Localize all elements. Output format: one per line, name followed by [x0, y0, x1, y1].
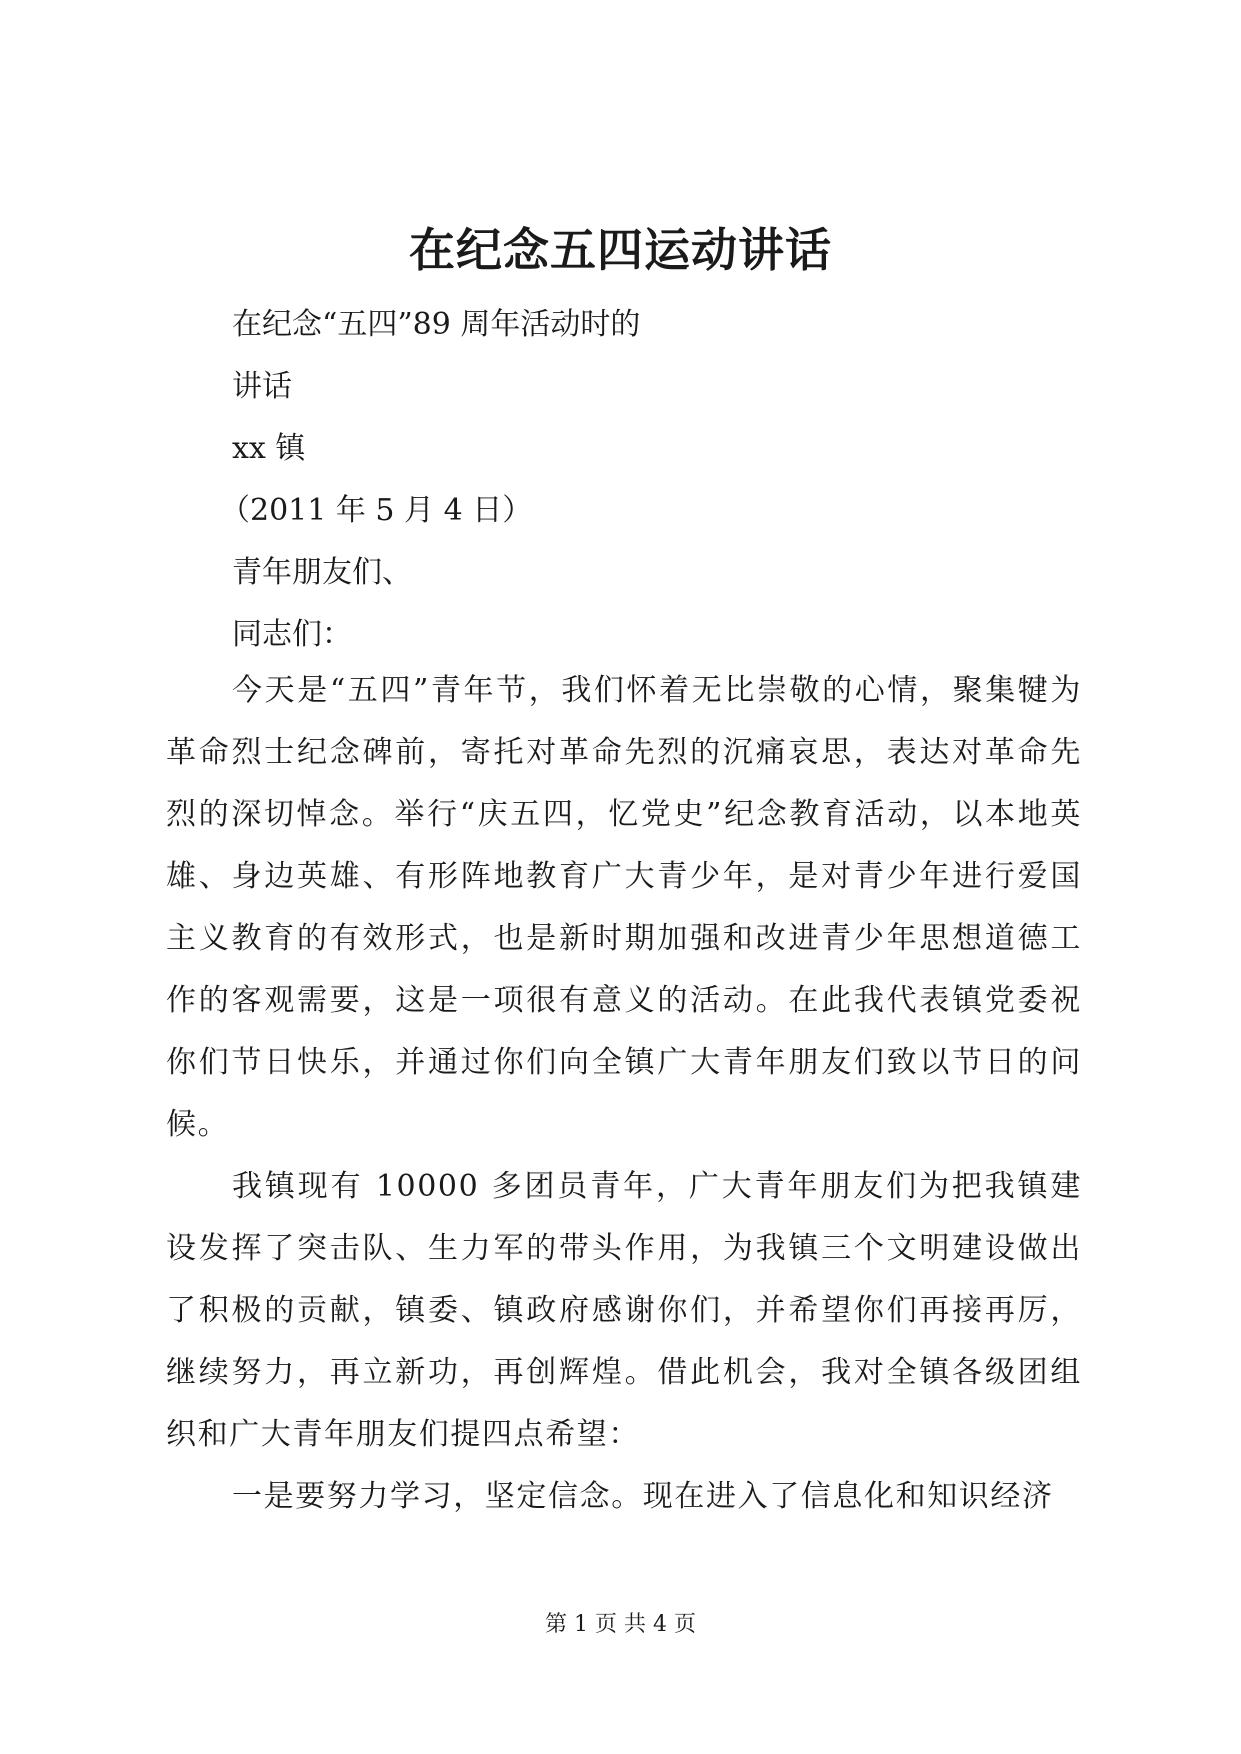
speech-body [166, 660, 1082, 1528]
subtitle-line-2: 讲话 [232, 369, 292, 404]
page-footer: 第 1 页 共 4 页 [545, 1612, 696, 1637]
document-title: 在纪念五四运动讲话 [409, 223, 832, 277]
salutation-line-2: 同志们： [232, 617, 352, 652]
speech-header [220, 294, 1132, 666]
subtitle-line-1: 在纪念“五四”89 周年活动时的 [232, 307, 641, 342]
body-paragraph-2: 我镇现有 10000 多团员青年，广大青年朋友们为把我镇建设发挥了突击队、生力军的带头作用，为我镇三个文明建设做出了积极的贡献，镇委、镇政府感谢你们，并希望你们再接再厉，继续努力，再立新功，再创辉煌。借此机会，我对全镇各级团组织和广大青年朋友们提四点希望： [166, 1169, 1082, 1452]
speaker-org: xx 镇 [232, 431, 306, 466]
speech-date: （2011 年 5 月 4 日） [220, 493, 533, 528]
salutation-line-1: 青年朋友们、 [232, 555, 412, 590]
body-paragraph-3: 一是要努力学习，坚定信念。现在进入了信息化和知识经济 [232, 1479, 1054, 1514]
body-paragraph-1: 今天是“五四”青年节，我们怀着无比崇敬的心情，聚集犍为革命烈士纪念碑前，寄托对革命先烈的沉痛哀思，表达对革命先烈的深切悼念。举行“庆五四，忆党史”纪念教育活动，以本地英雄、身边英雄、有形阵地教育广大青少年，是对青少年进行爱国主义教育的有效形式，也是新时期加强和改进青少年思想道德工作的客观需要，这是一项很有意义的活动。在此我代表镇党委祝你们节日快乐，并通过你们向全镇广大青年朋友们致以节日的问候。 [166, 673, 1082, 1142]
